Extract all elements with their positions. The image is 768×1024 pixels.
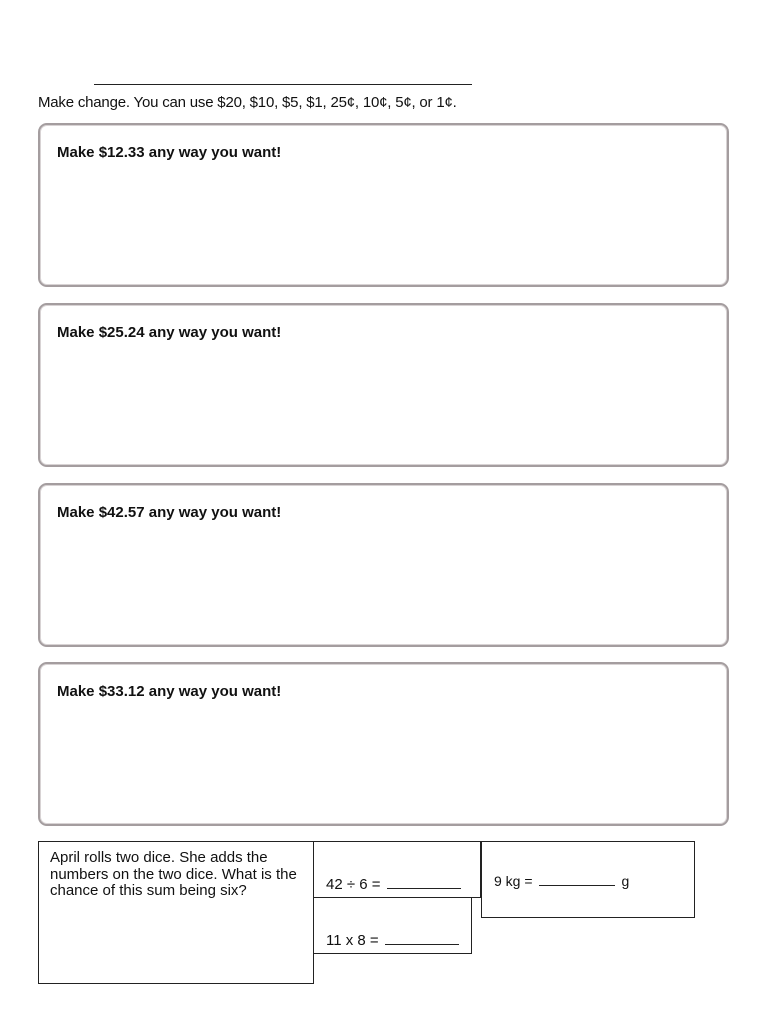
task-box-1[interactable] <box>38 123 729 287</box>
multiplication-text: 11 x 8 = <box>326 932 379 949</box>
task-label: Make $42.57 any way you want! <box>57 504 282 521</box>
multiplication-answer-blank[interactable] <box>385 943 459 945</box>
name-line[interactable] <box>94 84 472 85</box>
task-box-4[interactable] <box>38 662 729 826</box>
conversion-problem <box>494 873 629 889</box>
task-label: Make $33.12 any way you want! <box>57 683 282 700</box>
conversion-unit: g <box>621 873 630 889</box>
task-label: Make $25.24 any way you want! <box>57 324 282 341</box>
task-label: Make $12.33 any way you want! <box>57 144 282 161</box>
multiplication-problem <box>326 932 459 949</box>
word-problem-text: April rolls two dice. She adds the numbers on the two dice. What is the chance of this sum being six? <box>50 849 297 899</box>
conversion-text: 9 kg = <box>494 873 533 889</box>
division-problem <box>326 876 461 893</box>
instructions: Make change. You can use $20, $10, $5, $1, 25¢, 10¢, 5¢, or 1¢. <box>38 94 457 111</box>
task-box-3[interactable] <box>38 483 729 647</box>
division-answer-blank[interactable] <box>387 887 461 889</box>
division-text: 42 ÷ 6 = <box>326 876 381 893</box>
task-box-2[interactable] <box>38 303 729 467</box>
conversion-answer-blank[interactable] <box>539 884 615 886</box>
